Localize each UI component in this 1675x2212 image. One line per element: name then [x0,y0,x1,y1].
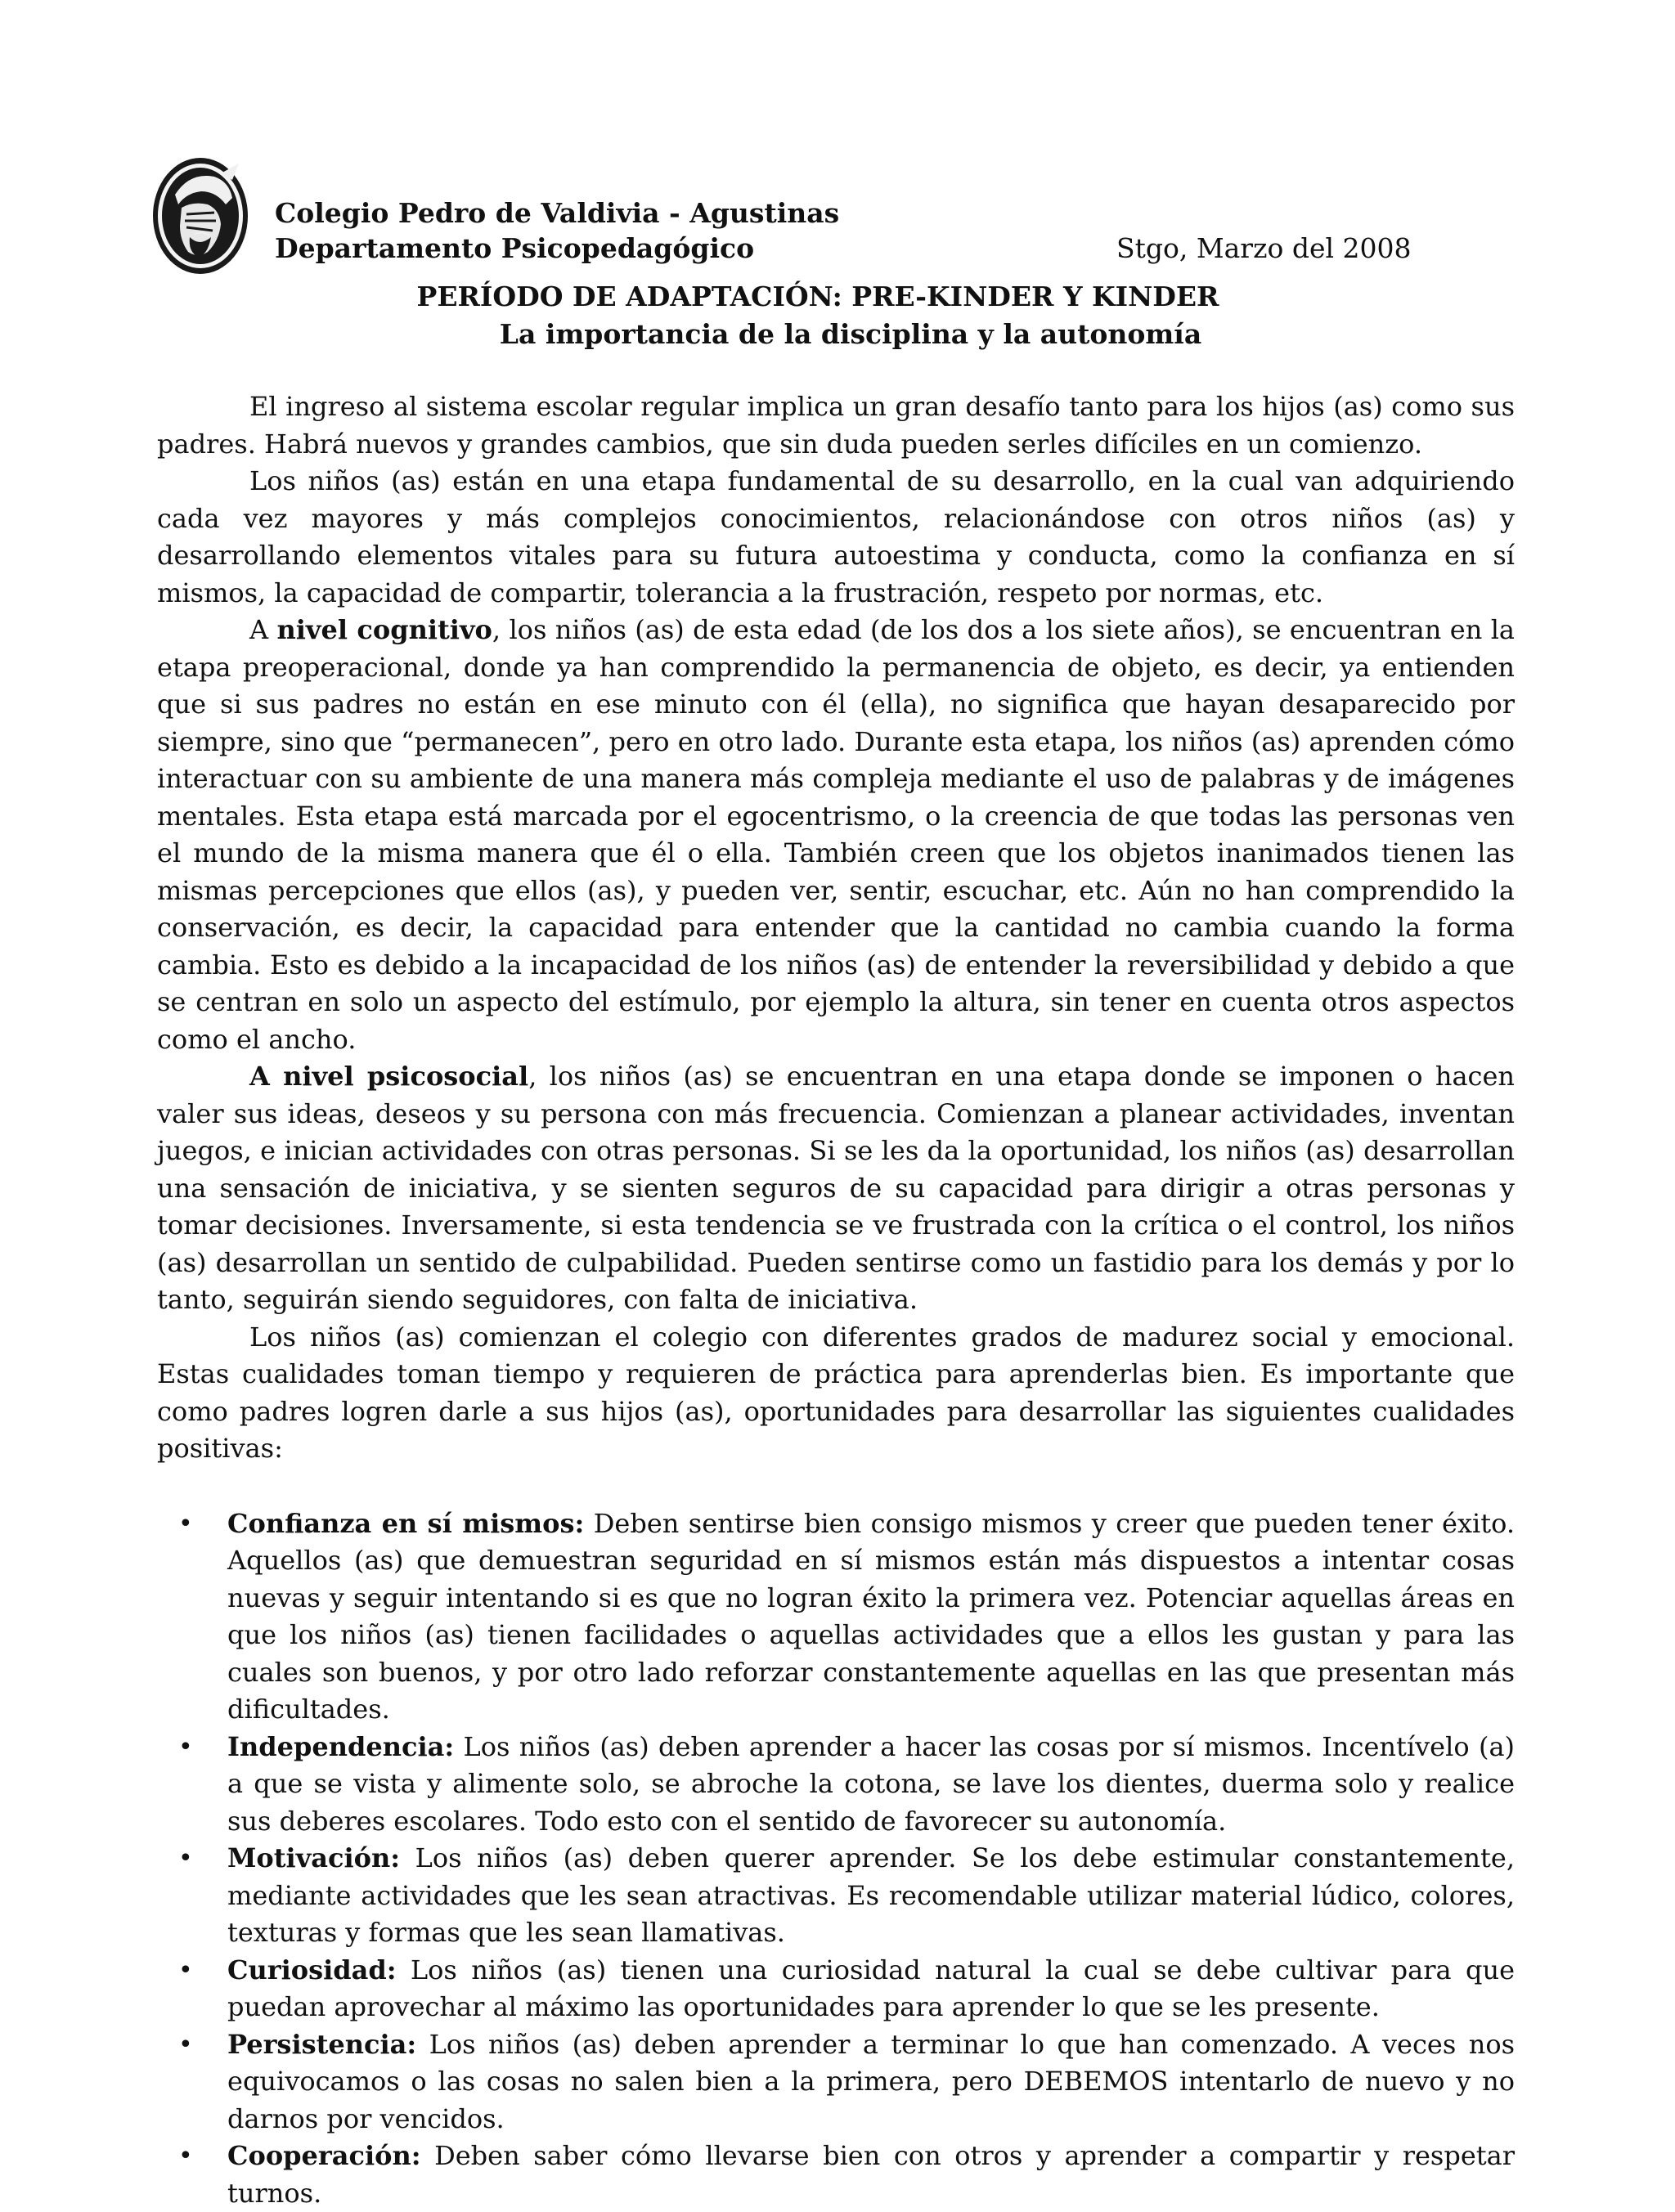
school-name: Colegio Pedro de Valdivia - Agustinas [275,195,839,232]
list-item-motivation: • Motivación: Los niños (as) deben querer aprender. Se los debe estimular constantemente, mediante actividades que les sean atractivas. Es recomendable utilizar material lúdico, colores, texturas y formas que les sean llamativas. [157,1840,1515,1952]
document-body [157,388,1515,2212]
list-item-persistence: • Persistencia: Los niños (as) deben aprender a terminar lo que han comenzado. A veces nos equivocamos o las cosas no salen bien a la primera, pero DEBEMOS intentarlo de nuevo y no darnos por vencidos. [157,2026,1515,2138]
spacer [157,1468,1515,1505]
qualities-list [157,1505,1515,2212]
list-item-independence: • Independencia: Los niños (as) deben aprender a hacer las cosas por sí mismos. Incentívelo (a) a que se vista y alimente solo, se abroche la cotona, se lave los dientes, duerma solo y realice sus deberes escolares. Todo esto con el sentido de favorecer su autonomía. [157,1729,1515,1841]
document-title: PERÍODO DE ADAPTACIÓN: PRE-KINDER Y KINDER [0,278,1636,316]
department-name: Departamento Psicopedagógico [275,230,754,267]
paragraph-psychosocial: A nivel psicosocial, los niños (as) se encuentran en una etapa donde se imponen o hacen valer sus ideas, deseos y su persona con más frecuencia. Comienzan a planear actividades, inventan juegos, e inician actividades con otras personas. Si se les da la oportunidad, los niños (as) desarrollan una sensación de iniciativa, y se sienten seguros de su capacidad para dirigir a otras personas y tomar decisiones. Inversamente, si esta tendencia se ve frustrada con la crítica o el control, los niños (as) desarrollan un sentido de culpabilidad. Pueden sentirse como un fastidio para los demás y por lo tanto, seguirán siendo seguidores, con falta de iniciativa. [157,1058,1515,1319]
paragraph-development: Los niños (as) están en una etapa fundamental de su desarrollo, en la cual van adquiriendo cada vez mayores y más complejos conocimientos, relacionándose con otros niños (as) y desarrollando elementos vitales para su futura autoestima y conducta, como la confianza en sí mismos, la capacidad de compartir, tolerancia a la frustración, respeto por normas, etc. [157,463,1515,612]
psychosocial-level-term: A nivel psicosocial [249,1061,528,1092]
school-crest-logo-icon [150,155,250,276]
list-item-curiosity: • Curiosidad: Los niños (as) tienen una curiosidad natural la cual se debe cultivar para que puedan aprovechar al máximo las oportunidades para aprender lo que se les presente. [157,1952,1515,2026]
bullet-icon: • [178,1952,193,1990]
bullet-icon: • [178,1729,193,1766]
paragraph-intro: El ingreso al sistema escolar regular implica un gran desafío tanto para los hijos (as) como sus padres. Habrá nuevos y grandes cambios, que sin duda pueden serles difíciles en un comienzo. [157,388,1515,463]
list-item-cooperation: • Cooperación: Deben saber cómo llevarse bien con otros y aprender a compartir y respetar turnos. [157,2138,1515,2212]
paragraph-cognitive: A nivel cognitivo, los niños (as) de esta edad (de los dos a los siete años), se encuentran en la etapa preoperacional, donde ya han comprendido la permanencia de objeto, es decir, ya entienden que si sus padres no están en ese minuto con él (ella), no significa que hayan desaparecido por siempre, sino que “permanecen”, pero en otro lado. Durante esta etapa, los niños (as) aprenden cómo interactuar con su ambiente de una manera más compleja mediante el uso de palabras y de imágenes mentales. Esta etapa está marcada por el egocentrismo, o la creencia de que todas las personas ven el mundo de la misma manera que él o ella. También creen que los objetos inanimados tienen las mismas percepciones que ellos (as), y pueden ver, sentir, escuchar, etc. Aún no han comprendido la conservación, es decir, la capacidad para entender que la cantidad no cambia cuando la forma cambia. Esto es debido a la incapacidad de los niños (as) de entender la reversibilidad y debido a que se centran en solo un aspecto del estímulo, por ejemplo la altura, sin tener en cuenta otros aspectos como el ancho. [157,612,1515,1058]
cognitive-level-term: nivel cognitivo [277,614,492,645]
paragraph-qualities-intro: Los niños (as) comienzan el colegio con diferentes grados de madurez social y emocional. Estas cualidades toman tiempo y requieren de práctica para aprenderlas bien. Es importante que como padres logren darle a sus hijos (as), oportunidades para desarrollar las siguientes cualidades positivas: [157,1319,1515,1468]
bullet-icon: • [178,2138,193,2175]
bullet-icon: • [178,1505,193,1543]
document-date: Stgo, Marzo del 2008 [1116,230,1412,267]
bullet-icon: • [178,1840,193,1878]
list-item-confidence: • Confianza en sí mismos: Deben sentirse bien consigo mismos y creer que pueden tener éxito. Aquellos (as) que demuestran seguridad en sí mismos están más dispuestos a intentar cosas nuevas y seguir intentando si es que no logran éxito la primera vez. Potenciar aquellas áreas en que los niños (as) tienen facilidades o aquellas actividades que a ellos les gustan y para las cuales son buenos, y por otro lado reforzar constantemente aquellas en las que presentan más dificultades. [157,1505,1515,1729]
document-subtitle: La importancia de la disciplina y la autonomía [33,316,1668,353]
bullet-icon: • [178,2026,193,2064]
